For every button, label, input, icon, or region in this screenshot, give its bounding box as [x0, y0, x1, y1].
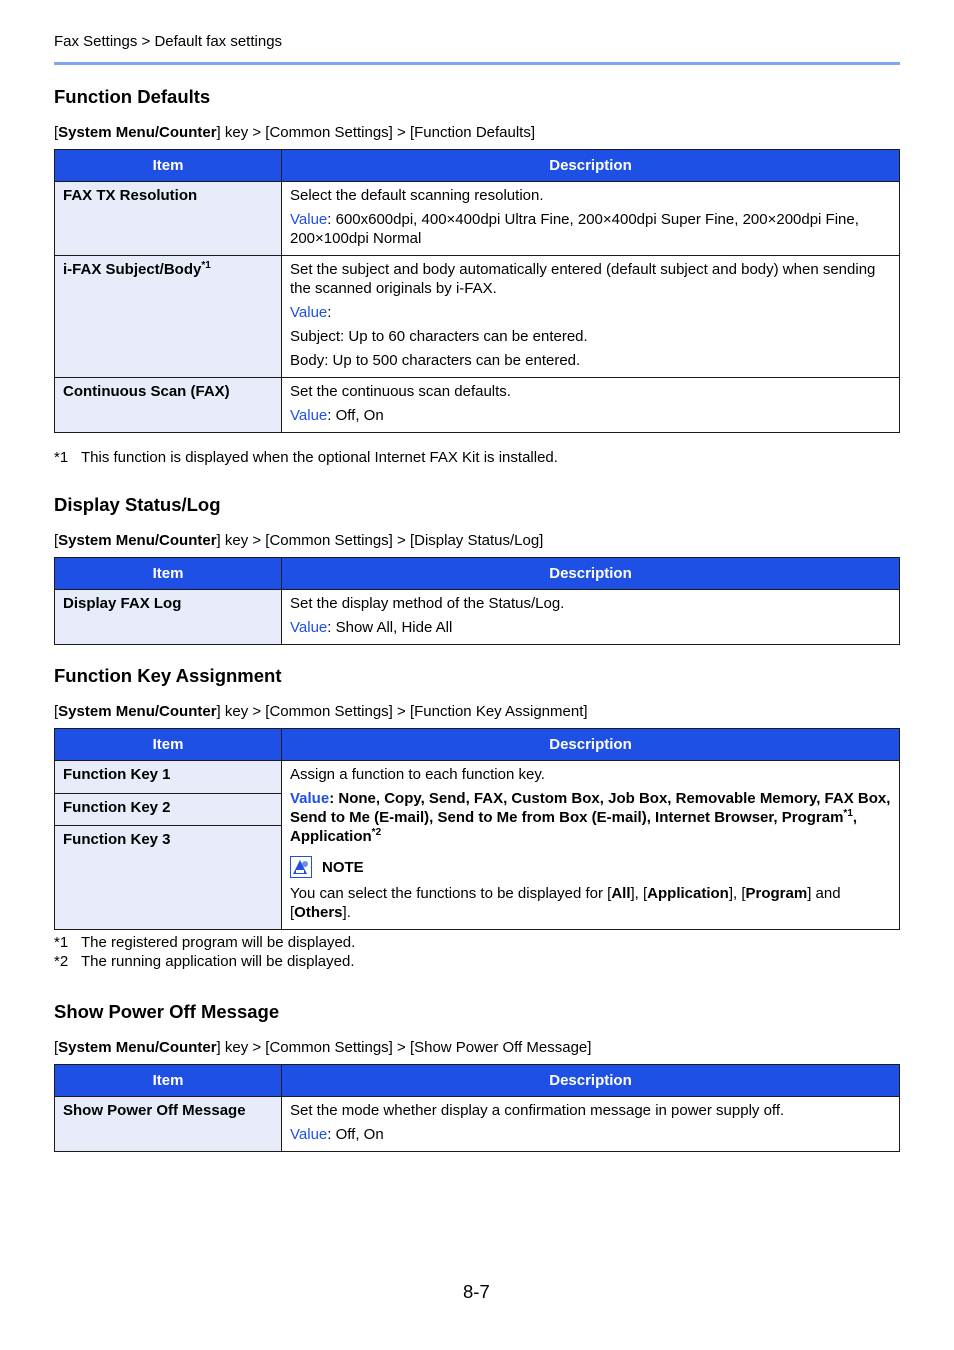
row-description — [282, 761, 900, 930]
section-title: Function Defaults — [54, 86, 211, 107]
column-header-item: Item — [55, 1065, 282, 1097]
column-header-description: Description — [282, 1065, 900, 1097]
menu-path-rest: ] key > [Common Settings] > [Function Defaults] — [216, 124, 536, 141]
table-row — [55, 1097, 900, 1152]
row-item-label: Show Power Off Message — [55, 1097, 282, 1152]
table-row — [55, 378, 900, 433]
footnote-ref: *1 — [201, 260, 211, 271]
description-text: Subject: Up to 60 characters can be entered. — [290, 328, 588, 345]
table-row — [55, 182, 900, 256]
description-text: Body: Up to 500 characters can be entered. — [290, 352, 581, 369]
section-function-defaults — [54, 86, 900, 467]
table-row — [55, 761, 900, 794]
value-text: : Show All, Hide All — [327, 619, 453, 636]
value-label: Value — [290, 619, 328, 636]
value-line — [290, 303, 891, 322]
column-header-item: Item — [55, 729, 282, 761]
row-description — [282, 378, 900, 433]
footnote-key: *2 — [54, 953, 69, 970]
description-text: Set the mode whether display a confirmation message in power supply off. — [290, 1102, 785, 1119]
footnote-text: The registered program will be displayed. — [81, 934, 356, 951]
table-row — [55, 256, 900, 378]
menu-path: [System Menu/Counter] key > [Common Settings] > [Function Defaults] — [54, 124, 536, 141]
section-title: Display Status/Log — [54, 494, 221, 515]
description-text: Set the subject and body automatically entered (default subject and body) when sending the scanned originals by i-FAX. — [290, 261, 876, 297]
section-function-key — [54, 665, 900, 971]
value-line — [290, 1125, 891, 1144]
footnotes — [54, 933, 900, 971]
value-label: Value — [290, 211, 328, 228]
menu-path-rest: ] key > [Common Settings] > [Display Status/Log] — [216, 532, 544, 549]
column-header-description: Description — [282, 558, 900, 590]
footnote-key: *1 — [54, 934, 69, 951]
table-row — [55, 590, 900, 645]
value-text: : 600x600dpi, 400×400dpi Ultra Fine, 200×400dpi Super Fine, 200×200dpi Fine, 200×100dpi Normal — [290, 211, 859, 247]
row-description — [282, 182, 900, 256]
value-text: : Off, On — [327, 407, 384, 424]
value-text: : — [327, 304, 332, 321]
menu-path: [System Menu/Counter] key > [Common Settings] > [Function Key Assignment] — [54, 703, 588, 720]
value-line — [290, 210, 891, 248]
row-item-label — [55, 256, 282, 378]
row-description — [282, 256, 900, 378]
description-text: Select the default scanning resolution. — [290, 187, 544, 204]
row-item-label: Display FAX Log — [55, 590, 282, 645]
header-rule — [54, 62, 900, 65]
section-title: Show Power Off Message — [54, 1001, 280, 1022]
row-item-label: Function Key 2 — [55, 793, 282, 826]
value-line — [290, 789, 891, 846]
footnote-ref: *1 — [843, 808, 853, 819]
row-item-label: Function Key 3 — [55, 826, 282, 930]
menu-path: [System Menu/Counter] key > [Common Settings] > [Show Power Off Message] — [54, 1039, 592, 1056]
value-text: , Application — [290, 809, 858, 845]
footnote-text: This function is displayed when the optional Internet FAX Kit is installed. — [81, 449, 558, 466]
value-line — [290, 406, 891, 425]
settings-table — [54, 728, 900, 930]
breadcrumb: Fax Settings > Default fax settings — [54, 33, 283, 50]
description-text: Assign a function to each function key. — [290, 766, 545, 783]
value-text: : None, Copy, Send, FAX, Custom Box, Job Box, Removable Memory, FAX Box, Send to Me (E-mail), Send to Me from Box (E-mail), Internet Browser, Program — [290, 790, 891, 826]
row-item-label: FAX TX Resolution — [55, 182, 282, 256]
row-description — [282, 590, 900, 645]
description-text: Set the continuous scan defaults. — [290, 383, 511, 400]
value-line — [290, 618, 891, 637]
description-text: Set the display method of the Status/Log. — [290, 595, 565, 612]
footnote — [54, 952, 900, 971]
column-header-description: Description — [282, 150, 900, 182]
section-display-status — [54, 494, 900, 645]
note-title: NOTE — [322, 858, 364, 876]
column-header-description: Description — [282, 729, 900, 761]
item-text: i-FAX Subject/Body — [63, 261, 202, 278]
value-text: : Off, On — [327, 1126, 384, 1143]
value-label: Value — [290, 304, 328, 321]
menu-path-rest: ] key > [Common Settings] > [Show Power Off Message] — [216, 1039, 592, 1056]
section-title: Function Key Assignment — [54, 665, 282, 686]
menu-path-key: System Menu/Counter — [58, 532, 217, 549]
menu-path-key: System Menu/Counter — [58, 124, 217, 141]
footnote-key: *1 — [54, 449, 69, 466]
menu-path-rest: ] key > [Common Settings] > [Function Key Assignment] — [216, 703, 588, 720]
row-item-label: Function Key 1 — [55, 761, 282, 794]
footnote-ref: *2 — [371, 827, 382, 838]
value-label: Value — [290, 407, 328, 424]
value-label: Value — [290, 790, 330, 807]
menu-path: [System Menu/Counter] key > [Common Settings] > [Display Status/Log] — [54, 532, 544, 549]
column-header-item: Item — [55, 558, 282, 590]
section-power-off — [54, 1001, 900, 1152]
menu-path-key: System Menu/Counter — [58, 703, 217, 720]
settings-table — [54, 149, 900, 433]
row-item-label: Continuous Scan (FAX) — [55, 378, 282, 433]
footnote-text: The running application will be displayed. — [81, 953, 355, 970]
page-number: 8-7 — [463, 1281, 490, 1302]
value-label: Value — [290, 1126, 328, 1143]
column-header-item: Item — [55, 150, 282, 182]
row-description — [282, 1097, 900, 1152]
note-header — [290, 856, 891, 878]
footnote — [54, 448, 900, 467]
footnote — [54, 933, 900, 952]
note-text: You can select the functions to be displayed for [All], [Application], [Program] and [Others]. — [290, 885, 841, 921]
settings-table — [54, 1064, 900, 1152]
settings-table — [54, 557, 900, 645]
menu-path-key: System Menu/Counter — [58, 1039, 217, 1056]
note-icon — [290, 856, 312, 878]
